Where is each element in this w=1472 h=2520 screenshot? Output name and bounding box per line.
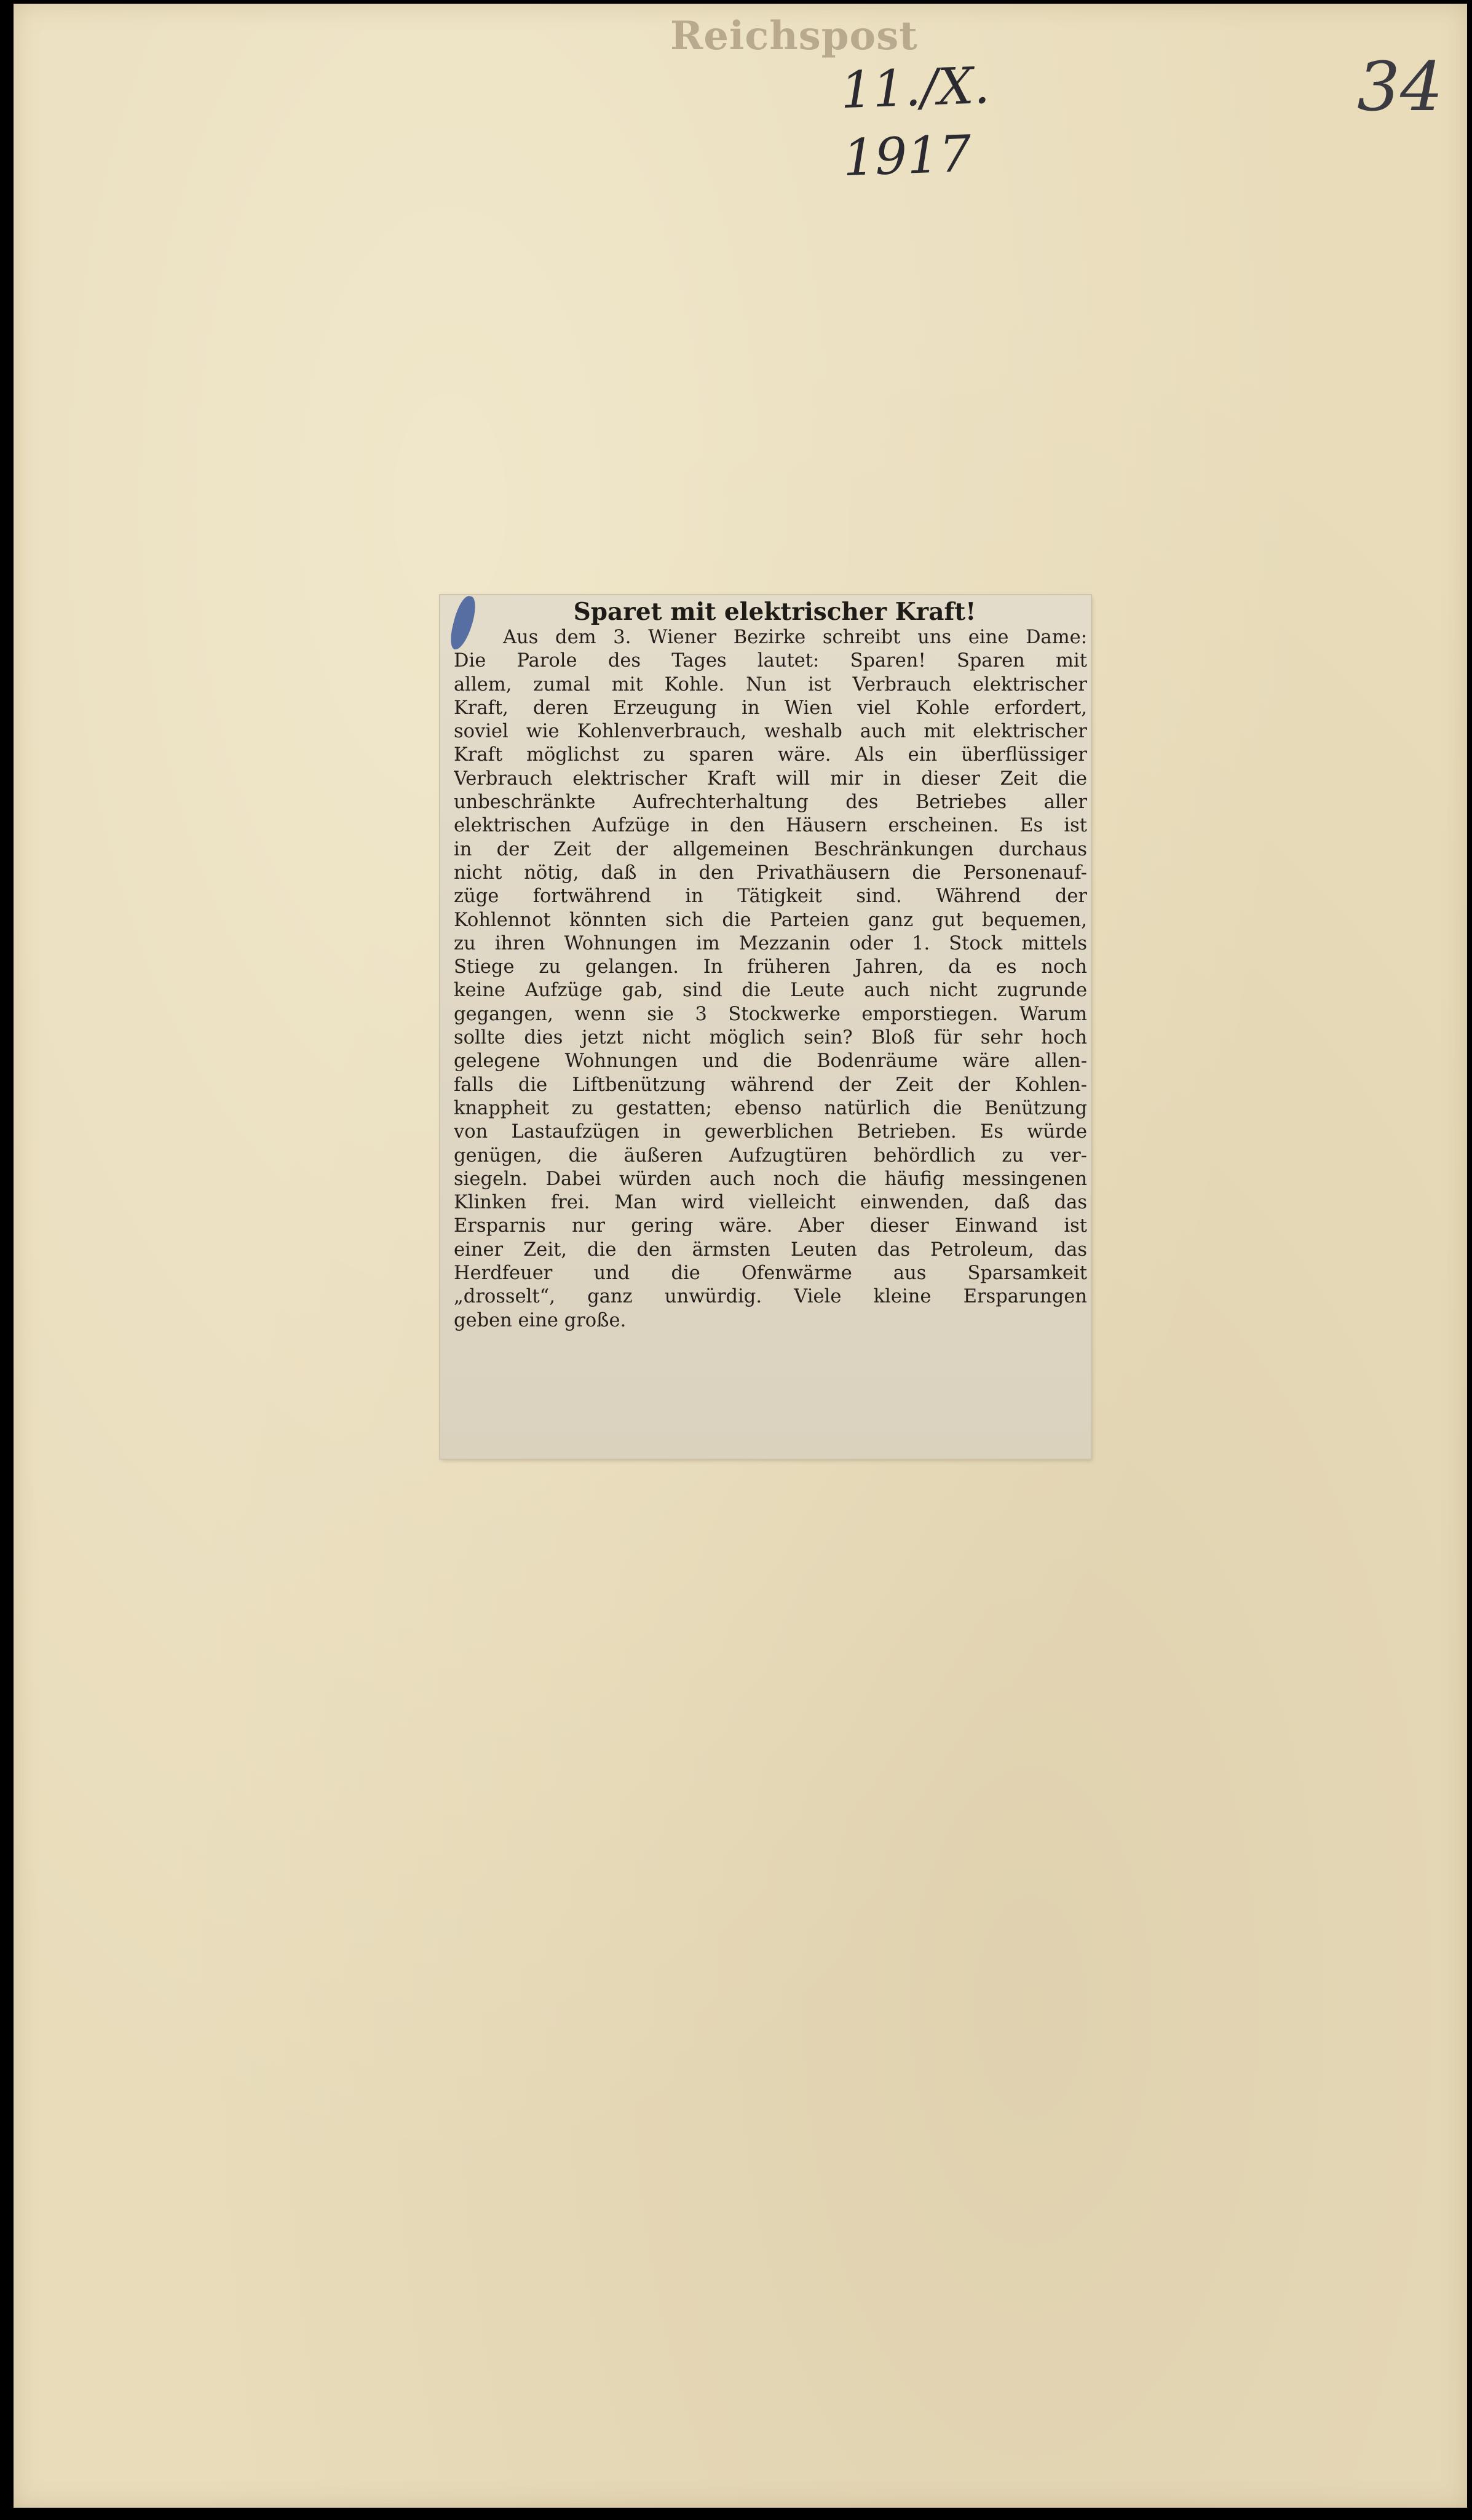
article-line: Aus dem 3. Wiener Bezirke schreibt uns eine Dame: [503, 627, 1087, 648]
handwritten-page-number: 34 [1357, 47, 1443, 126]
handwritten-date: 11./X. 1917 [839, 56, 991, 188]
article-line: Kraft möglichst zu sparen wäre. Als ein überflüssiger [454, 744, 1087, 766]
article-line: in der Zeit der allgemeinen Beschränkungen durchaus [454, 838, 1087, 860]
article-line: von Lastaufzügen in gewerblichen Betrieben. Es würde [454, 1121, 1087, 1143]
article-line: gelegene Wohnungen und die Bodenräume wäre allen- [454, 1050, 1087, 1072]
article-line: einer Zeit, die den ärmsten Leuten das Petroleum, das [454, 1238, 1087, 1261]
article-line: züge fortwährend in Tätigkeit sind. Während der [454, 886, 1087, 908]
article-line: genügen, die äußeren Aufzugtüren behördlich zu ver- [454, 1144, 1087, 1167]
article-line: allem, zumal mit Kohle. Nun ist Verbrauch elektrischer [454, 673, 1087, 695]
article-line: Die Parole des Tages lautet: Sparen! Sparen mit [454, 650, 1087, 672]
article-line: Kraft, deren Erzeugung in Wien viel Kohle erfordert, [454, 697, 1087, 719]
article-line: sollte dies jetzt nicht möglich sein? Bloß für sehr hoch [454, 1027, 1087, 1049]
article-line: zu ihren Wohnungen im Mezzanin oder 1. Stock mittels [454, 932, 1087, 954]
article-line: Verbrauch elektrischer Kraft will mir in dieser Zeit die [454, 767, 1087, 790]
article-line: geben eine große. [454, 1309, 627, 1331]
article-headline: Sparet mit elektrischer Kraft! [573, 598, 976, 626]
newspaper-source-stamp: Reichspost [670, 13, 918, 59]
article-line: nicht nötig, daß in den Privathäusern die Personenauf- [454, 862, 1087, 884]
article-line: Ersparnis nur gering wäre. Aber dieser Einwand ist [454, 1215, 1087, 1237]
article-line: keine Aufzüge gab, sind die Leute auch nicht zugrunde [454, 980, 1087, 1002]
article-line: soviel wie Kohlenverbrauch, weshalb auch mit elektrischer [454, 721, 1087, 743]
article-line: siegeln. Dabei würden auch noch die häufig messingenen [454, 1168, 1087, 1190]
article-line: unbeschränkte Aufrechterhaltung des Betriebes aller [454, 791, 1087, 814]
article-line: „drosselt“, ganz unwürdig. Viele kleine Ersparungen [454, 1286, 1087, 1308]
article-line: Kohlennot könnten sich die Parteien ganz gut bequemen, [454, 909, 1087, 931]
article-line: Herdfeuer und die Ofenwärme aus Sparsamkeit [454, 1262, 1087, 1285]
article-line: Stiege zu gelangen. In früheren Jahren, da es noch [454, 956, 1087, 978]
article-line: gegangen, wenn sie 3 Stockwerke emporstiegen. Warum [454, 1003, 1087, 1025]
article-line: knappheit zu gestatten; ebenso natürlich die Benützung [454, 1097, 1087, 1119]
article-line: elektrischen Aufzüge in den Häusern erscheinen. Es ist [454, 815, 1087, 837]
article-body [454, 626, 1087, 1450]
article-line: falls die Liftbenützung während der Zeit der Kohlen- [454, 1074, 1087, 1096]
article-line: Klinken frei. Man wird vielleicht einwenden, daß das [454, 1192, 1087, 1214]
